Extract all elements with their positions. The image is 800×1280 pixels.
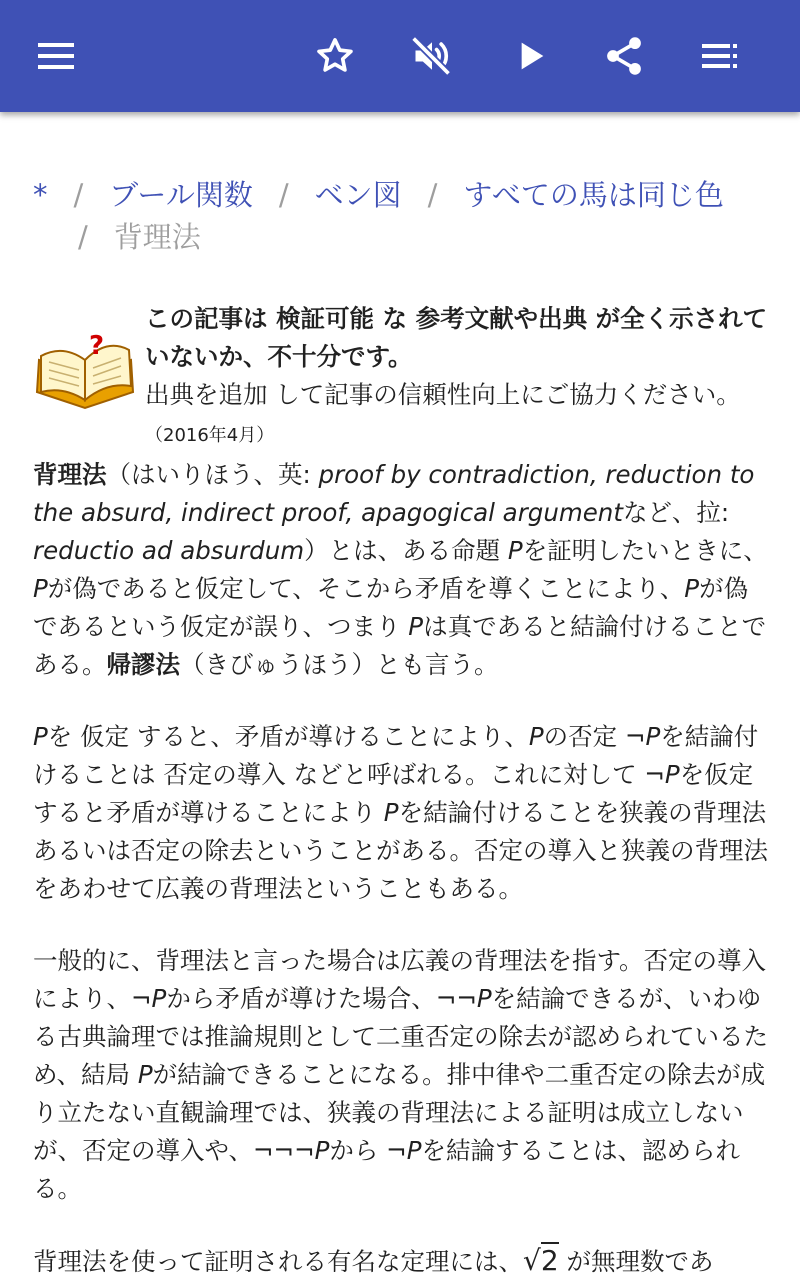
breadcrumb-separator: / (278, 178, 289, 212)
breadcrumb-separator: / (78, 220, 88, 254)
text: 背理法を使って証明される有名な定理には、 (33, 1247, 523, 1276)
share-icon (602, 34, 646, 78)
toc-button[interactable] (688, 24, 752, 88)
notice-link-add-source[interactable]: 出典を追加 (145, 380, 268, 409)
sqrt-expression: √2 (523, 1244, 559, 1277)
app-bar (0, 0, 800, 112)
text: が結論できることになる。排中律や二重否定の除去が成り立たない直観論理では、狭義の背理法による証明は成立しないが、否定の導入や、 (33, 1060, 766, 1165)
math-var: ¬P (644, 760, 680, 789)
math-var: ¬¬P (435, 984, 492, 1013)
citation-notice (33, 300, 768, 455)
text: の否定 (543, 722, 625, 751)
breadcrumb-home-link[interactable]: * (33, 178, 48, 212)
breadcrumb-link[interactable]: ベン図 (314, 178, 402, 212)
text: を仮定すると矛盾が導けることにより (33, 760, 754, 827)
text: を証明したいときに、 (522, 536, 768, 565)
text: を結論付けることを狭義の背理法あるいは否定の除去ということがある。否定の導入と狭義の背理法をあわせて広義の背理法ということもある。 (33, 798, 768, 903)
text: が無理数であ (558, 1247, 714, 1276)
math-var: ¬P (386, 1136, 422, 1165)
text: を結論できるが、いわゆる古典論理では推論規則として二重否定の除去が認められているため、結局 (33, 984, 768, 1089)
book-question-icon (33, 330, 137, 410)
text: などと呼ばれる。これに対して (285, 760, 645, 789)
notice-body (145, 376, 768, 455)
notice-text-part: な (374, 304, 416, 333)
paragraph (33, 942, 768, 1208)
math-var: ¬P (131, 984, 167, 1013)
paragraph (33, 456, 768, 684)
mute-button[interactable] (400, 24, 464, 88)
menu-icon (36, 36, 76, 76)
favorite-button[interactable] (303, 24, 367, 88)
text: が偽であるという仮定が誤り、つまり (33, 574, 749, 641)
play-icon (510, 36, 550, 76)
notice-link-verifiability[interactable]: 検証可能 (276, 304, 375, 333)
math-var: P (33, 574, 48, 603)
star-outline-icon (313, 34, 357, 78)
text: 一般的に、背理法と言った場合は広義の背理法を指す。否定の導入により、 (33, 946, 767, 1013)
share-button[interactable] (592, 24, 656, 88)
term-bold: 背理法 (33, 460, 107, 489)
notice-text-part: して記事の信頼性向上にご協力ください。 (267, 380, 741, 409)
math-var: P (528, 722, 544, 751)
math-var: ¬¬¬P (253, 1136, 330, 1165)
breadcrumb (33, 174, 773, 258)
list-icon (700, 36, 740, 76)
link-negation-introduction[interactable]: 否定の導入 (163, 760, 286, 789)
text: を結論付けることは (33, 722, 759, 789)
menu-button[interactable] (24, 24, 88, 88)
math-var: P (507, 536, 523, 565)
notice-link-sources[interactable]: 参考文献や出典 (415, 304, 588, 333)
text: （はいりほう、英: (106, 460, 319, 489)
volume-off-icon (410, 34, 454, 78)
article-body (33, 456, 768, 1280)
math-var: P (383, 798, 399, 827)
svg-text:?: ? (89, 331, 105, 361)
breadcrumb-link[interactable]: すべての馬は同じ色 (463, 178, 724, 212)
text: （きびゅうほう）とも言う。 (180, 650, 499, 679)
math-var: ¬P (624, 722, 661, 751)
paragraph (33, 1242, 768, 1280)
english-term: proof by contradiction, reduction to the absurd, indirect proof, apagogical argument (33, 460, 755, 527)
text: は真であると結論付けることである。 (33, 612, 767, 679)
text: など、拉: (622, 498, 730, 527)
breadcrumb-separator: / (427, 178, 438, 212)
paragraph (33, 718, 768, 908)
play-button[interactable] (498, 24, 562, 88)
text: を (47, 722, 81, 751)
text: が偽であると仮定して、そこから矛盾を導くことにより、 (47, 574, 685, 603)
notice-headline (145, 300, 768, 376)
notice-date: （2016年4月） (145, 425, 275, 446)
link-assumption[interactable]: 仮定 (80, 722, 130, 751)
text: を結論することは、認められる。 (33, 1136, 740, 1203)
breadcrumb-current: 背理法 (113, 220, 201, 254)
math-var: P (408, 612, 424, 641)
breadcrumb-separator: / (73, 178, 84, 212)
notice-text (145, 300, 768, 455)
notice-text-part: この記事は (145, 304, 277, 333)
breadcrumb-link[interactable]: ブール関数 (109, 178, 253, 212)
article-content (0, 112, 800, 1280)
text: から矛盾が導けた場合、 (166, 984, 436, 1013)
notice-text-part: が全く示されていないか、不十分です。 (145, 304, 768, 371)
latin-term: reductio ad absurdum (33, 536, 305, 565)
text: ）とは、ある命題 (304, 536, 508, 565)
math-var: P (33, 722, 48, 751)
math-var: P (137, 1060, 153, 1089)
sqrt-radicand: 2 (540, 1244, 559, 1277)
math-var: P (684, 574, 700, 603)
term-bold: 帰謬法 (106, 650, 180, 679)
text: から (329, 1136, 387, 1165)
text: すると、矛盾が導けることにより、 (129, 722, 529, 751)
